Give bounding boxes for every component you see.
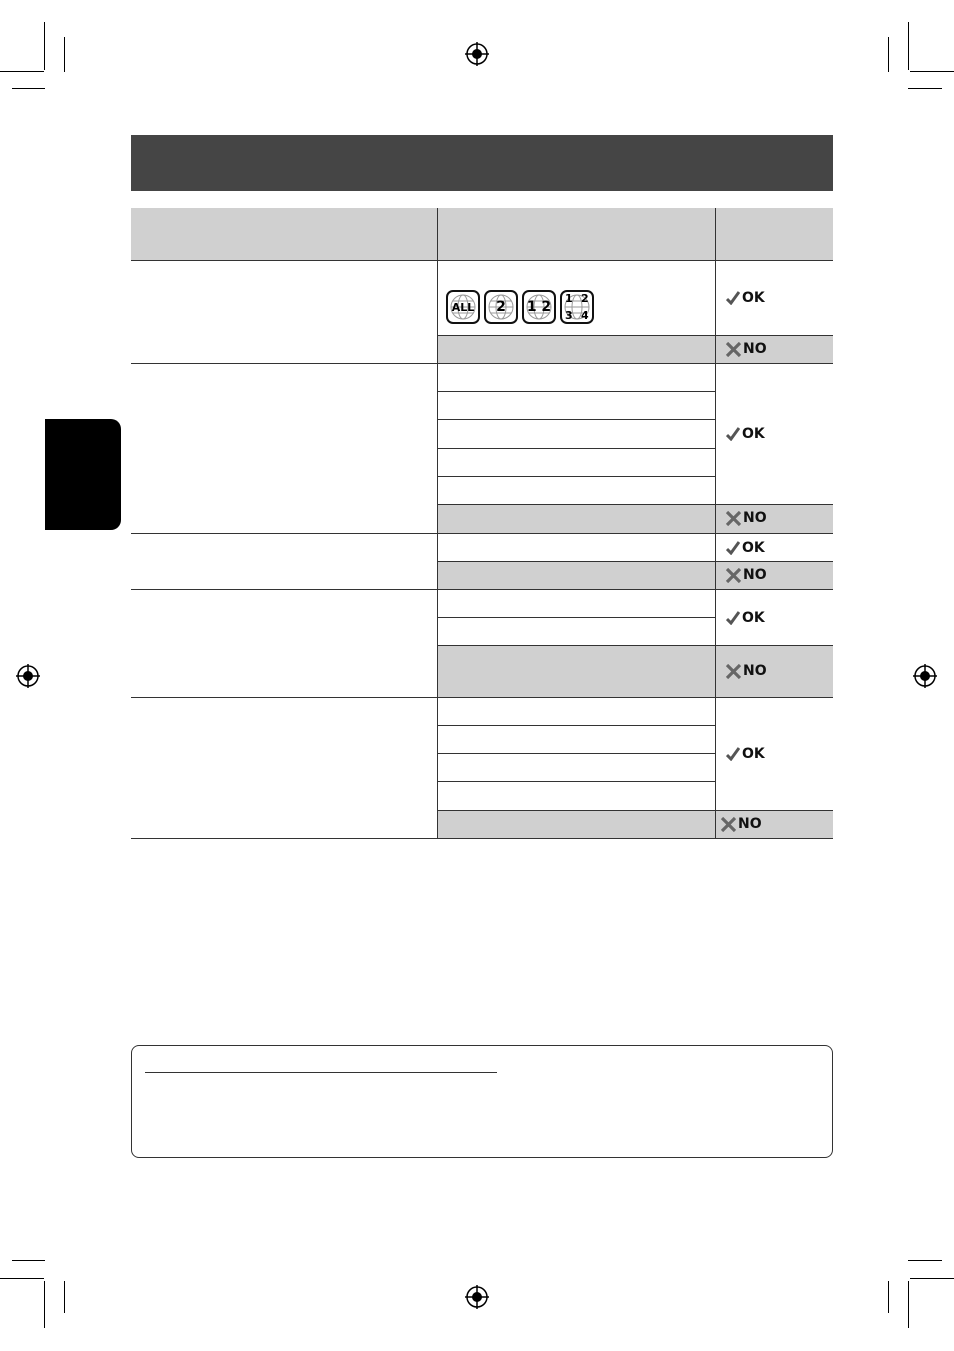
registration-mark-icon	[913, 664, 937, 688]
registration-mark-icon	[16, 664, 40, 688]
status-no: NO	[726, 510, 767, 526]
cross-icon	[726, 342, 741, 357]
status-ok: OK	[726, 610, 765, 626]
note-box	[131, 1045, 833, 1158]
cross-icon	[726, 568, 741, 583]
status-ok: OK	[726, 290, 765, 306]
table-row-no	[438, 646, 833, 697]
checkmark-icon	[726, 291, 740, 305]
cross-icon	[721, 817, 736, 832]
table-row-no	[438, 336, 833, 363]
cross-icon	[726, 664, 741, 679]
table-header-playable	[716, 208, 833, 260]
region-1-2-3-4-icon: 1 2 3 4	[560, 290, 594, 324]
table-header-disc-type	[131, 208, 437, 260]
registration-mark-icon	[465, 1285, 489, 1309]
checkmark-icon	[726, 611, 740, 625]
checkmark-icon	[726, 427, 740, 441]
table-row-no	[438, 505, 833, 533]
table-header-recording-format	[438, 208, 715, 260]
registration-mark-icon	[465, 42, 489, 66]
region-code-icons	[446, 290, 594, 324]
note-heading-underline	[145, 1072, 497, 1073]
checkmark-icon	[726, 747, 740, 761]
status-ok: OK	[726, 746, 765, 762]
status-no: NO	[726, 663, 767, 679]
status-no: NO	[721, 816, 762, 832]
language-side-tab	[45, 419, 121, 530]
status-no: NO	[726, 341, 767, 357]
region-2-icon: 2	[484, 290, 518, 324]
cross-icon	[726, 511, 741, 526]
checkmark-icon	[726, 541, 740, 555]
section-title-bar	[131, 135, 833, 191]
status-ok: OK	[726, 540, 765, 556]
region-1-2-icon: 1 2	[522, 290, 556, 324]
table-row-no	[438, 562, 833, 589]
table-row-no	[438, 811, 833, 838]
region-all-icon: ALL	[446, 290, 480, 324]
status-ok: OK	[726, 426, 765, 442]
status-no: NO	[726, 567, 767, 583]
